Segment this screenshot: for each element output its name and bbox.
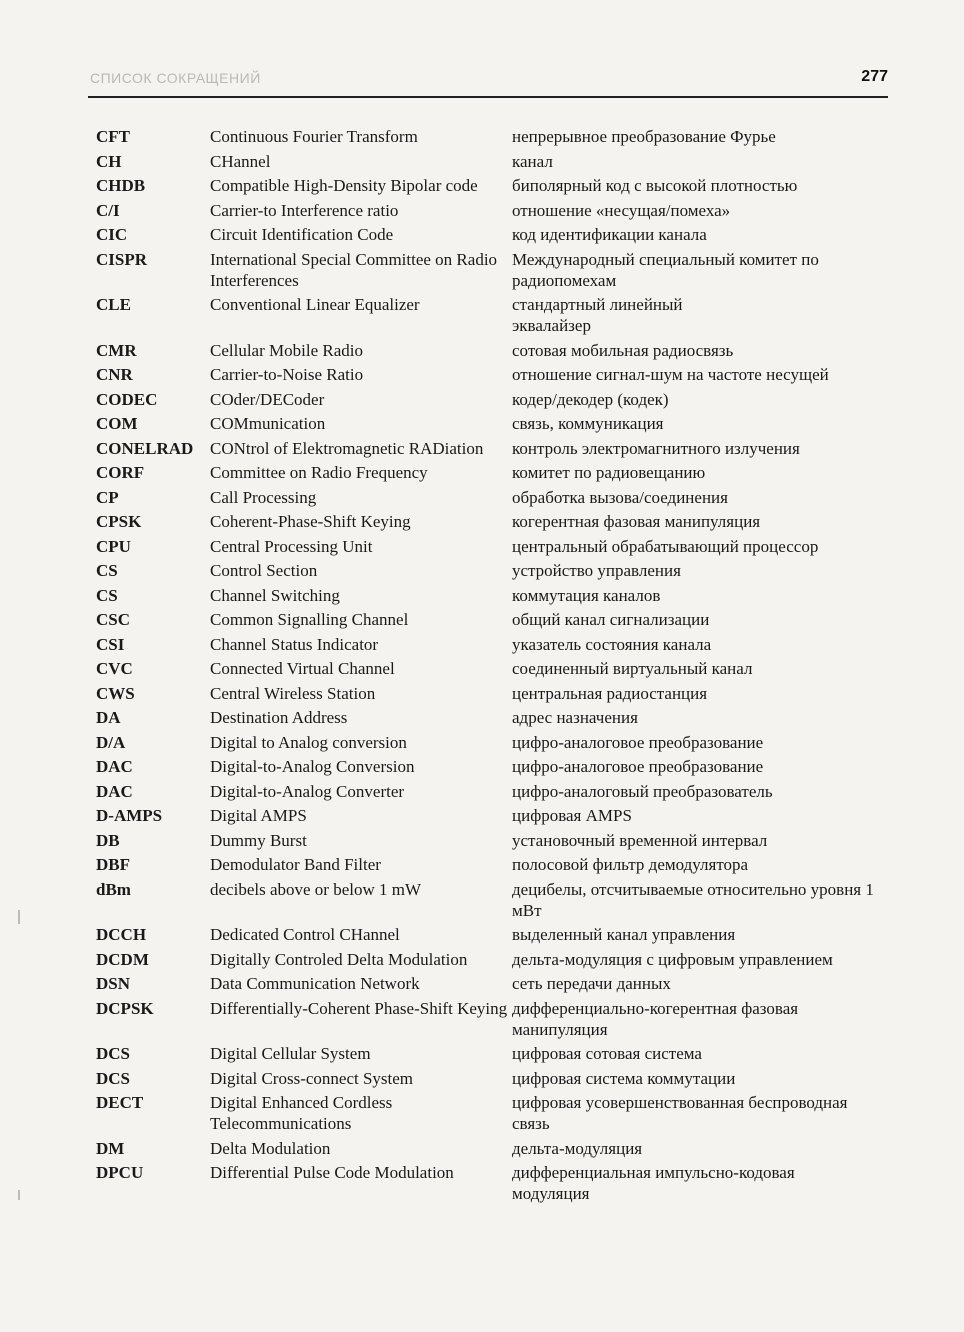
entry-abbreviation: CH: [96, 151, 122, 171]
entry-row: [96, 805, 876, 826]
entry-english-term: CHannel: [210, 151, 271, 171]
entry-row: [96, 438, 876, 459]
entry-row: [96, 830, 876, 851]
entry-english-term: Digitally Controled Delta Modulation: [210, 949, 468, 969]
entry-english-term: Common Signalling Channel: [210, 610, 409, 629]
entry-row: [96, 854, 876, 875]
scan-mark: [18, 1190, 20, 1200]
entry-russian-translation: цифро-аналоговое преобразование: [512, 757, 764, 776]
entry-russian-translation: дельта-модуляция с цифровым управлением: [512, 949, 833, 969]
entry-abbreviation: CWS: [96, 683, 135, 703]
entry-abbreviation: CS: [96, 585, 118, 605]
header-rule: [88, 96, 888, 98]
entry-russian-translation: устройство управления: [512, 561, 681, 580]
entry-english-term: Digital Cellular System: [210, 1044, 371, 1063]
entry-row: [96, 560, 876, 581]
entry-row: [96, 126, 876, 147]
entry-english-term: Conventional Linear Equalizer: [210, 295, 420, 314]
entry-row: [96, 732, 876, 753]
entry-english-term: International Special Committee on Radio Interferences: [210, 249, 498, 290]
entry-abbreviation: CMR: [96, 340, 137, 360]
entry-russian-translation: указатель состояния канала: [512, 634, 712, 654]
entry-row: [96, 879, 876, 921]
entry-row: [96, 781, 876, 802]
entry-russian-translation: отношение «несущая/помеха»: [512, 200, 731, 220]
entry-english-term: Destination Address: [210, 708, 348, 727]
entry-english-term: Central Wireless Station: [210, 683, 376, 703]
entry-abbreviation: DAC: [96, 757, 133, 776]
entry-abbreviation: CODEC: [96, 389, 158, 409]
entry-abbreviation: DAC: [96, 781, 133, 801]
entry-row: [96, 1138, 876, 1159]
entry-russian-translation: центральный обрабатывающий процессор: [512, 536, 819, 556]
page-header: [88, 66, 888, 94]
entry-abbreviation: DCS: [96, 1068, 131, 1088]
entry-row: [96, 224, 876, 245]
entry-row: [96, 658, 876, 679]
entry-abbreviation: CP: [96, 487, 119, 507]
entry-english-term: Channel Status Indicator: [210, 634, 379, 654]
entry-abbreviation: DA: [96, 708, 121, 727]
entry-russian-translation: обработка вызова/соединения: [512, 487, 728, 507]
entry-row: [96, 511, 876, 532]
entry-row: [96, 151, 876, 172]
entry-russian-translation: цифровая усовершенствованная беспроводная связь: [512, 1093, 848, 1133]
entry-abbreviation: D-AMPS: [96, 806, 163, 825]
entry-abbreviation: CVC: [96, 659, 133, 678]
entry-english-term: Data Communication Network: [210, 974, 420, 993]
entry-english-term: decibels above or below 1 mW: [210, 879, 422, 899]
entry-russian-translation: выделенный канал управления: [512, 925, 736, 944]
entry-english-term: Digital-to-Analog Conversion: [210, 757, 415, 776]
entry-russian-translation: код идентификации канала: [512, 225, 707, 244]
entry-russian-translation: общий канал сигнализации: [512, 610, 710, 629]
entry-russian-translation: цифровая AMPS: [512, 806, 632, 825]
abbreviation-list: [96, 126, 876, 1208]
entry-english-term: Dedicated Control CHannel: [210, 925, 400, 944]
entry-english-term: Connected Virtual Channel: [210, 659, 395, 678]
entry-abbreviation: COM: [96, 414, 138, 433]
entry-russian-translation: сотовая мобильная радиосвязь: [512, 340, 734, 360]
entry-russian-translation: Международный специальный комитет по радиопомехам: [512, 249, 819, 290]
entry-row: [96, 1068, 876, 1089]
entry-english-term: Dummy Burst: [210, 830, 307, 850]
entry-english-term: Demodulator Band Filter: [210, 855, 381, 874]
entry-english-term: Channel Switching: [210, 585, 340, 605]
entry-english-term: Carrier-to Interference ratio: [210, 200, 399, 220]
entry-english-term: Control Section: [210, 561, 318, 580]
entry-english-term: Central Processing Unit: [210, 536, 373, 556]
entry-row: [96, 634, 876, 655]
entry-row: [96, 949, 876, 970]
entry-abbreviation: C/I: [96, 200, 120, 220]
entry-russian-translation: дельта-модуляция: [512, 1138, 643, 1158]
entry-abbreviation: CSC: [96, 610, 131, 629]
entry-russian-translation: сеть передачи данных: [512, 974, 671, 993]
entry-abbreviation: DPCU: [96, 1163, 144, 1182]
entry-abbreviation: D/A: [96, 732, 126, 752]
entry-english-term: Continuous Fourier Transform: [210, 127, 418, 146]
entry-russian-translation: установочный временной интервал: [512, 830, 768, 850]
entry-english-term: Carrier-to-Noise Ratio: [210, 365, 364, 384]
entry-russian-translation: цифро-аналоговый преобразователь: [512, 781, 773, 801]
entry-abbreviation: DM: [96, 1138, 125, 1158]
entry-english-term: Digital to Analog conversion: [210, 732, 407, 752]
entry-russian-translation: стандартный линейный эквалайзер: [512, 295, 683, 335]
entry-row: [96, 389, 876, 410]
entry-english-term: Digital Enhanced Cordless Telecommunications: [210, 1093, 393, 1133]
entry-english-term: Committee on Radio Frequency: [210, 463, 428, 482]
entry-row: [96, 200, 876, 221]
entry-russian-translation: децибелы, отсчитываемые относительно уровня 1 мВт: [512, 879, 874, 920]
entry-english-term: Delta Modulation: [210, 1138, 331, 1158]
entry-russian-translation: кодер/декодер (кодек): [512, 389, 669, 409]
entry-russian-translation: коммутация каналов: [512, 585, 661, 605]
entry-english-term: Coherent-Phase-Shift Keying: [210, 512, 411, 531]
entry-abbreviation: CFT: [96, 127, 130, 146]
entry-abbreviation: DCS: [96, 1044, 131, 1063]
entry-abbreviation: DCPSK: [96, 998, 154, 1018]
entry-russian-translation: адрес назначения: [512, 708, 638, 727]
entry-russian-translation: комитет по радиовещанию: [512, 463, 706, 482]
entry-abbreviation: DCCH: [96, 925, 147, 944]
entry-russian-translation: соединенный виртуальный канал: [512, 659, 753, 678]
entry-abbreviation: DB: [96, 830, 120, 850]
entry-row: [96, 585, 876, 606]
entry-english-term: Differential Pulse Code Modulation: [210, 1163, 454, 1182]
entry-russian-translation: цифро-аналоговое преобразование: [512, 732, 764, 752]
entry-russian-translation: центральная радиостанция: [512, 683, 708, 703]
entry-russian-translation: цифровая сотовая система: [512, 1044, 702, 1063]
entry-row: [96, 756, 876, 777]
entry-english-term: Digital AMPS: [210, 806, 307, 825]
entry-row: [96, 294, 876, 336]
entry-russian-translation: цифровая система коммутации: [512, 1068, 736, 1088]
entry-row: [96, 707, 876, 728]
entry-row: [96, 536, 876, 557]
scan-mark: [18, 910, 20, 924]
entry-row: [96, 175, 876, 196]
entry-abbreviation: DECT: [96, 1093, 144, 1112]
entry-russian-translation: когерентная фазовая манипуляция: [512, 512, 761, 531]
entry-row: [96, 683, 876, 704]
entry-row: [96, 364, 876, 385]
entry-english-term: Circuit Identification Code: [210, 225, 394, 244]
entry-english-term: Differentially-Coherent Phase-Shift Keying: [210, 998, 508, 1018]
entry-russian-translation: дифференциальная импульсно-кодовая модуляция: [512, 1163, 795, 1203]
entry-abbreviation: DBF: [96, 855, 130, 874]
entry-row: [96, 487, 876, 508]
entry-russian-translation: связь, коммуникация: [512, 414, 664, 433]
entry-row: [96, 249, 876, 291]
entry-russian-translation: непрерывное преобразование Фурье: [512, 127, 776, 146]
entry-row: [96, 609, 876, 630]
entry-abbreviation: CLE: [96, 295, 131, 314]
entry-row: [96, 924, 876, 945]
entry-english-term: COMmunication: [210, 414, 326, 433]
entry-row: [96, 462, 876, 483]
entry-row: [96, 340, 876, 361]
entry-english-term: Call Processing: [210, 487, 317, 507]
entry-row: [96, 413, 876, 434]
entry-abbreviation: DCDM: [96, 949, 149, 969]
entry-abbreviation: dBm: [96, 879, 131, 899]
entry-abbreviation: CIC: [96, 225, 128, 244]
entry-english-term: Cellular Mobile Radio: [210, 340, 363, 360]
entry-row: [96, 1092, 876, 1134]
entry-russian-translation: полосовой фильтр демодулятора: [512, 855, 749, 874]
entry-russian-translation: отношение сигнал-шум на частоте несущей: [512, 365, 829, 384]
entry-abbreviation: CHDB: [96, 176, 146, 195]
entry-abbreviation: DSN: [96, 974, 131, 993]
entry-english-term: Compatible High-Density Bipolar code: [210, 176, 478, 195]
entry-english-term: Digital Cross-connect System: [210, 1068, 414, 1088]
entry-abbreviation: CPSK: [96, 512, 142, 531]
entry-russian-translation: контроль электромагнитного излучения: [512, 438, 800, 458]
entry-english-term: COder/DECoder: [210, 389, 325, 409]
entry-abbreviation: CORF: [96, 463, 145, 482]
entry-english-term: CONtrol of Elektromagnetic RADiation: [210, 438, 484, 458]
entry-abbreviation: CPU: [96, 536, 131, 556]
entry-row: [96, 973, 876, 994]
entry-row: [96, 1043, 876, 1064]
entry-abbreviation: CS: [96, 561, 118, 580]
running-title: СПИСОК СОКРАЩЕНИЙ: [90, 70, 261, 86]
entry-abbreviation: CISPR: [96, 249, 148, 269]
entry-english-term: Digital-to-Analog Converter: [210, 781, 405, 801]
entry-russian-translation: биполярный код с высокой плотностью: [512, 176, 798, 195]
entry-russian-translation: канал: [512, 151, 553, 171]
entry-abbreviation: CSI: [96, 634, 125, 654]
entry-abbreviation: CNR: [96, 365, 133, 384]
entry-abbreviation: CONELRAD: [96, 438, 194, 458]
entry-russian-translation: дифференциально-когерентная фазовая манипуляция: [512, 998, 799, 1039]
page-number: 277: [861, 68, 888, 85]
entry-row: [96, 998, 876, 1040]
entry-row: [96, 1162, 876, 1204]
